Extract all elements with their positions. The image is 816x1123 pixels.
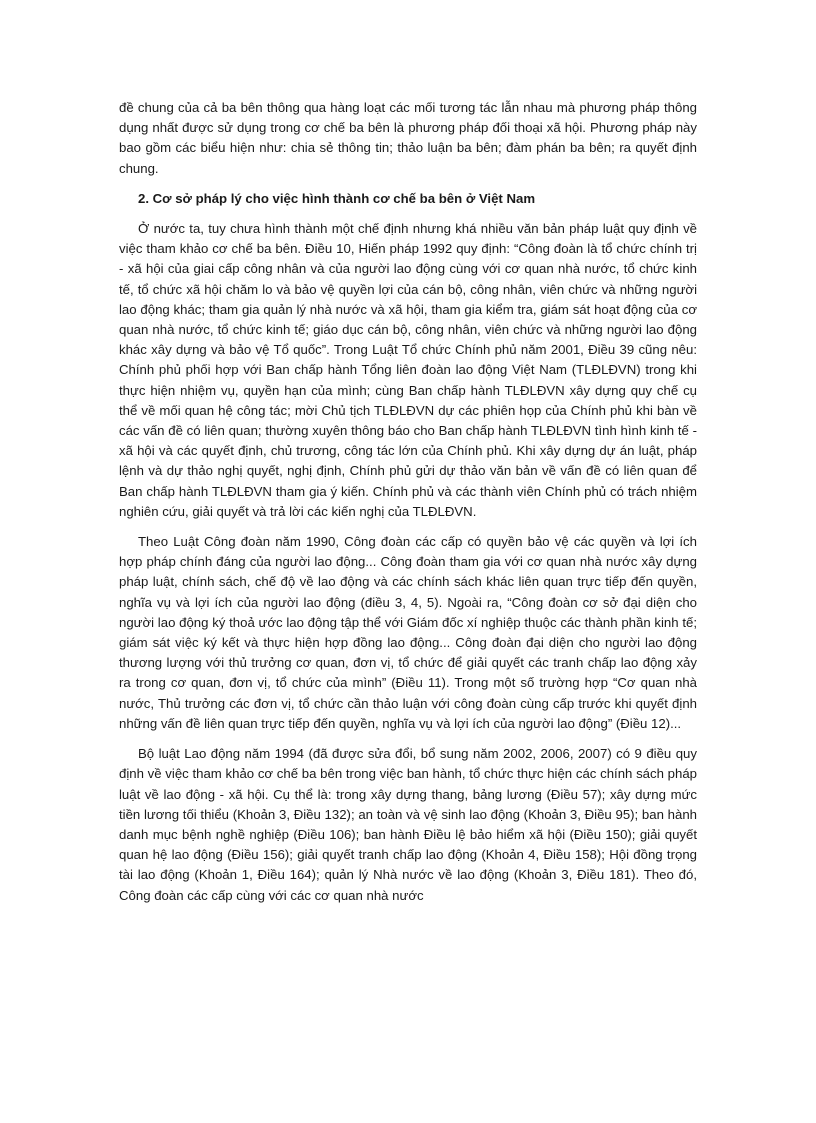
paragraph-trade-union-law: Theo Luật Công đoàn năm 1990, Công đoàn các cấp có quyền bảo vệ các quyền và lợi ích hợp pháp chính đáng của người lao động... Công đoàn tham gia với cơ quan nhà nước xây dựng pháp luật, chính sách, chế độ về lao động và các chính sách khác liên quan trực tiếp đến quyền, nghĩa vụ và lợi ích của người lao động (điều 3, 4, 5). Ngoài ra, “Công đoàn cơ sở đại diện cho người lao động ký thoả ước lao động tập thể với Giám đốc xí nghiệp thuộc các thành phần kinh tế; giám sát việc ký kết và thực hiện hợp đồng lao động... Công đoàn đại diện cho người lao động thương lượng với thủ trưởng cơ quan, đơn vị, tổ chức để giải quyết các tranh chấp lao động xảy ra trong cơ quan, đơn vị, tổ chức của mình” (Điều 11). Trong một số trường hợp “Cơ quan nhà nước, Thủ trưởng các đơn vị, tổ chức cần thảo luận với công đoàn cùng cấp trước khi quyết định những vấn đề liên quan trực tiếp đến quyền, nghĩa vụ và lợi ích của người lao động” (Điều 12)... (119, 534, 697, 731)
paragraph-intro-continuation: đề chung của cả ba bên thông qua hàng loạt các mối tương tác lẫn nhau mà phương pháp thông dụng nhất được sử dụng trong cơ chế ba bên là phương pháp đối thoại xã hội. Phương pháp này bao gồm các biểu hiện như: chia sẻ thông tin; thảo luận ba bên; đàm phán ba bên; ra quyết định chung. (119, 100, 697, 176)
section-heading: 2. Cơ sở pháp lý cho việc hình thành cơ chế ba bên ở Việt Nam (138, 190, 536, 206)
paragraph-labor-code: Bộ luật Lao động năm 1994 (đã được sửa đổi, bổ sung năm 2002, 2006, 2007) có 9 điều quy định về việc tham khảo cơ chế ba bên trong việc ban hành, tổ chức thực hiện các chính sách pháp luật về lao động - xã hội. Cụ thể là: trong xây dựng thang, bảng lương (Điều 57); xây dựng mức tiền lương tối thiểu (Khoản 3, Điều 132); an toàn và vệ sinh lao động (Khoản 3, Điều 95); ban hành danh mục bệnh nghề nghiệp (Điều 106); ban hành Điều lệ bảo hiểm xã hội (Điều 150); giải quyết quan hệ lao động (Điều 156); giải quyết tranh chấp lao động (Khoản 4, Điều 158); Hội đồng trọng tài lao động (Khoản 1, Điều 164); quản lý Nhà nước về lao động (Khoản 3, Điều 181). Theo đó, Công đoàn các cấp cùng với các cơ quan nhà nước (119, 746, 697, 903)
paragraph-legal-basis: Ở nước ta, tuy chưa hình thành một chế định nhưng khá nhiều văn bản pháp luật quy định về việc tham khảo cơ chế ba bên. Điều 10, Hiến pháp 1992 quy định: “Công đoàn là tổ chức chính trị - xã hội của giai cấp công nhân và của người lao động cùng với cơ quan nhà nước, tổ chức kinh tế, tổ chức xã hội chăm lo và bảo vệ quyền lợi của cán bộ, công nhân, viên chức và những người lao động khác; tham gia quản lý nhà nước và xã hội, tham gia kiểm tra, giám sát hoạt động của cơ quan nhà nước, tổ chức kinh tế; giáo dục cán bộ, công nhân, viên chức và những người lao động khác xây dựng và bảo vệ Tổ quốc”. Trong Luật Tổ chức Chính phủ năm 2001, Điều 39 cũng nêu: Chính phủ phối hợp với Ban chấp hành Tổng liên đoàn lao động Việt Nam (TLĐLĐVN) trong khi thực hiện nhiệm vụ, quyền hạn của mình; cùng Ban chấp hành TLĐLĐVN xây dựng quy chế cụ thể về mối quan hệ công tác; mời Chủ tịch TLĐLĐVN dự các phiên họp của Chính phủ khi bàn về các vấn đề có liên quan; thường xuyên thông báo cho Ban chấp hành TLĐLĐVN tình hình kinh tế - xã hội và các quyết định, chủ trương, công tác lớn của Chính phủ. Khi xây dựng dự án luật, pháp lệnh và dự thảo nghị quyết, nghị định, Chính phủ gửi dự thảo văn bản về vấn đề có liên quan để Ban chấp hành TLĐLĐVN tham gia ý kiến. Chính phủ và các thành viên Chính phủ có trách nhiệm nghiên cứu, giải quyết và trả lời các kiến nghị của TLĐLĐVN. (119, 221, 697, 519)
document-page (119, 98, 697, 906)
